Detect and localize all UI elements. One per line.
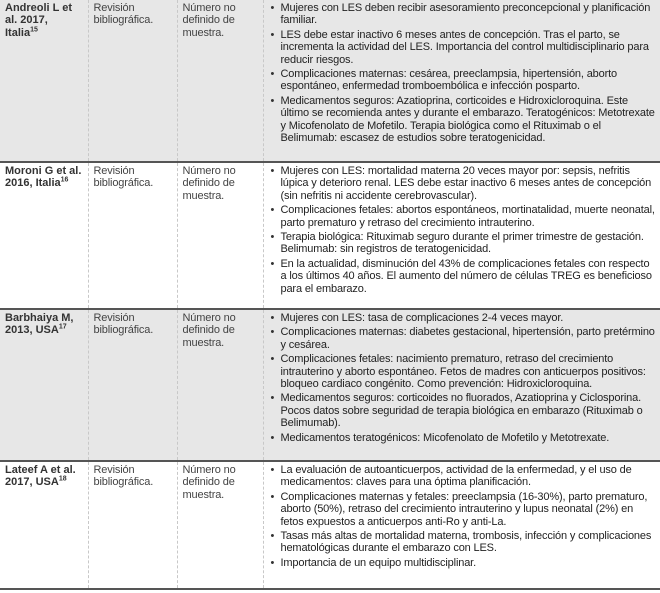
reference-number: 17 <box>58 323 67 331</box>
study-type-cell: Revisión bibliográfica. <box>88 162 177 309</box>
findings-cell <box>263 0 660 162</box>
finding-item: • Mujeres con LES: tasa de complicaciones 2-4 veces mayor. <box>281 312 657 324</box>
finding-item: • La evaluación de autoanticuerpos, actividad de la enfermedad, y el uso de medicamentos: claves para una óptima planificación. <box>281 464 657 489</box>
finding-item: • Medicamentos seguros: corticoides no fluorados, Azatioprina y Ciclosporina. Pocos datos sobre seguridad de terapia biológica en embarazo (Rituximab o Belimumab). <box>281 392 657 429</box>
reference-number: 15 <box>30 26 38 34</box>
sample-cell: Número no definido de muestra. <box>177 309 263 461</box>
study-type-cell: Revisión bibliográfica. <box>88 461 177 589</box>
table-row <box>0 309 660 461</box>
finding-item: • Complicaciones fetales: nacimiento prematuro, retraso del crecimiento intrauterino y aborto espontáneo. Fetos de madres con anticuerpos positivos: bloqueo cardiaco congénito. Como prevención: Hidroxicloroquina. <box>281 353 657 390</box>
finding-item: • Importancia de un equipo multidisciplinar. <box>281 557 657 569</box>
finding-item: • LES debe estar inactivo 6 meses antes de concepción. Tras el parto, se incrementa la actividad del LES. Importancia del control multidisciplinario para reducir riesgos. <box>281 29 657 66</box>
study-type-cell: Revisión bibliográfica. <box>88 309 177 461</box>
sample-cell: Número no definido de muestra. <box>177 461 263 589</box>
author-cell: Barbhaiya M, 2013, USA$^{17}$ <box>0 309 88 461</box>
reference-number: 16 <box>60 176 69 184</box>
author-cell: Andreoli L et al. 2017, Italia$^{15}$ <box>0 0 88 162</box>
study-type-cell: Revisión bibliográfica. <box>88 0 177 162</box>
finding-item: • Terapia biológica: Rituximab seguro durante el primer trimestre de gestación. Belimumab: sin registros de teratogenicidad. <box>281 231 657 256</box>
findings-list <box>269 312 657 444</box>
findings-list <box>269 464 657 569</box>
finding-item: • Medicamentos seguros: Azatioprina, corticoides e Hidroxicloroquina. Este último se recomienda antes y durante el embarazo. Teratogénicos: Metotrexate y Micofenolato de Mofetilo. Terapia biológica como el Rituximab o el Belimumab: escasez de estudios sobre teratogenicidad. <box>281 95 657 145</box>
finding-item: • Complicaciones maternas: cesárea, preeclampsia, hipertensión, aborto espontáneo, enfermedad tromboembólica e infección posparto. <box>281 68 657 93</box>
findings-cell <box>263 461 660 589</box>
finding-item: • Medicamentos teratogénicos: Micofenolato de Mofetilo y Metotrexate. <box>281 432 657 444</box>
table-row <box>0 162 660 309</box>
sample-cell: Número no definido de muestra. <box>177 0 263 162</box>
finding-item: • Tasas más altas de mortalidad materna, trombosis, infección y complicaciones hematológicas durante el embarazo con LES. <box>281 530 657 555</box>
finding-item: • Mujeres con LES: mortalidad materna 20 veces mayor por: sepsis, nefritis lúpica y deterioro renal. LES debe estar inactivo 6 meses antes de concepción (sin nefritis ni accidente cerebrovascular). <box>281 165 657 202</box>
findings-list <box>269 165 657 295</box>
findings-cell <box>263 162 660 309</box>
table-row <box>0 0 660 162</box>
findings-cell <box>263 309 660 461</box>
table-row <box>0 461 660 589</box>
finding-item: • En la actualidad, disminución del 43% de complicaciones fetales con respecto a los últimos 40 años. El aumento del número de células TREG es beneficioso para el embarazo. <box>281 258 657 295</box>
author-cell: Moroni G et al. 2016, Italia$^{16}$ <box>0 162 88 309</box>
author-cell: Lateef A et al. 2017, USA$^{18}$ <box>0 461 88 589</box>
finding-item: • Mujeres con LES deben recibir asesoramiento preconcepcional y planificación familiar. <box>281 2 657 27</box>
sample-cell: Número no definido de muestra. <box>177 162 263 309</box>
finding-item: • Complicaciones maternas: diabetes gestacional, hipertensión, parto pretérmino y cesárea. <box>281 326 657 351</box>
findings-list <box>269 2 657 144</box>
reference-number: 18 <box>58 475 67 483</box>
finding-item: • Complicaciones fetales: abortos espontáneos, mortinatalidad, muerte neonatal, parto prematuro y retraso del crecimiento intrauterino. <box>281 204 657 229</box>
finding-item: • Complicaciones maternas y fetales: preeclampsia (16-30%), parto prematuro, aborto (50%), retraso del crecimiento intrauterino y lupus neonatal (2%) en fetos expuestos a anticuerpos anti-Ro y anti-La. <box>281 491 657 528</box>
